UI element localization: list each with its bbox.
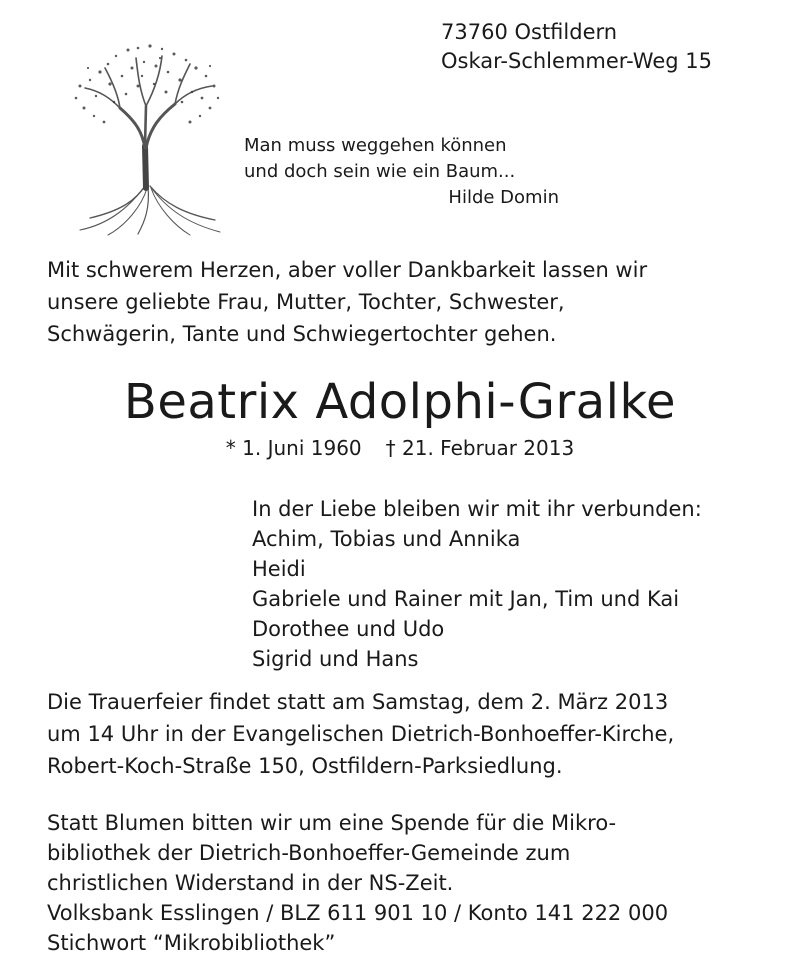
address-block: [441, 18, 712, 76]
birth-date: * 1. Juni 1960: [225, 436, 362, 460]
funeral-info: [47, 686, 674, 782]
funeral-line: um 14 Uhr in der Evangelischen Dietrich-Bonhoeffer-Kirche,: [47, 722, 675, 746]
family-member: Achim, Tobias und Annika: [252, 527, 521, 551]
intro-line: unsere geliebte Frau, Mutter, Tochter, Schwester,: [47, 290, 565, 314]
intro-line: Mit schwerem Herzen, aber voller Dankbarkeit lassen wir: [47, 258, 648, 282]
funeral-line: Die Trauerfeier findet statt am Samstag, dem 2. März 2013: [47, 690, 669, 714]
death-date: † 21. Februar 2013: [385, 436, 575, 460]
deceased-name: Beatrix Adolphi-Gralke: [123, 374, 677, 430]
intro-text: [47, 254, 647, 350]
family-heading: In der Liebe bleiben wir mit ihr verbunden:: [252, 497, 702, 521]
intro-line: Schwägerin, Tante und Schwiegertochter gehen.: [47, 322, 557, 346]
donation-line: bibliothek der Dietrich-Bonhoeffer-Gemeinde zum: [47, 841, 571, 865]
life-dates: [0, 434, 800, 462]
family-member: Sigrid und Hans: [252, 647, 419, 671]
donation-keyword: Stichwort “Mikrobibliothek”: [47, 931, 336, 955]
bank-details: Volksbank Esslingen / BLZ 611 901 10 / Konto 141 222 000: [47, 901, 669, 925]
quote-line-1: Man muss weggehen können: [244, 135, 507, 156]
family-block: [252, 494, 702, 674]
address-city: 73760 Ostfildern: [441, 20, 618, 44]
donation-line: christlichen Widerstand in der NS-Zeit.: [47, 871, 454, 895]
family-member: Gabriele und Rainer mit Jan, Tim und Kai: [252, 587, 680, 611]
quote-block: [244, 133, 559, 211]
quote-line-2: und doch sein wie ein Baum...: [244, 161, 516, 182]
donation-line: Statt Blumen bitten wir um eine Spende für die Mikro-: [47, 811, 617, 835]
donation-info: [47, 808, 668, 958]
address-street: Oskar-Schlemmer-Weg 15: [441, 49, 712, 73]
family-member: Heidi: [252, 557, 306, 581]
tree-icon: [50, 36, 240, 236]
funeral-line: Robert-Koch-Straße 150, Ostfildern-Parksiedlung.: [47, 754, 563, 778]
family-member: Dorothee und Udo: [252, 617, 445, 641]
quote-author: Hilde Domin: [448, 187, 559, 208]
